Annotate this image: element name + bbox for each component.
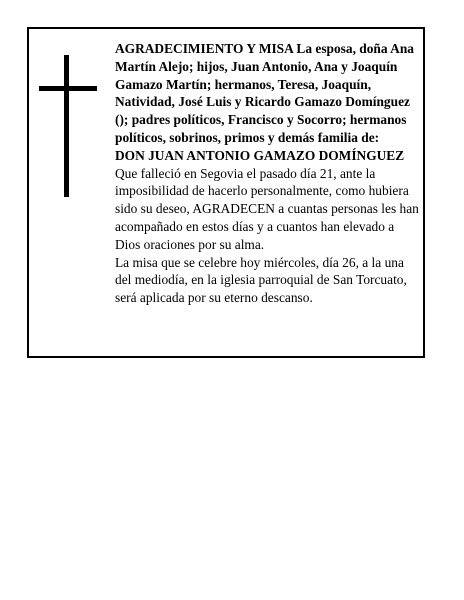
notice-text-block — [115, 40, 421, 307]
notice-body-paragraph: Que falleció en Segovia el pasado día 21, ante la imposibilidad de hacerlo personalmente, como hubiera sido su deseo, AGRADECEN a cuantas personas les han acompañado en estos días y a cuantos han elevado a Dios oraciones por su alma. — [115, 165, 419, 252]
cross-vertical-bar — [64, 55, 69, 197]
obituary-notice-frame — [27, 27, 425, 358]
cross-horizontal-bar — [39, 86, 97, 91]
deceased-name: DON JUAN ANTONIO GAMAZO DOMÍNGUEZ — [115, 147, 405, 163]
notice-header: AGRADECIMIENTO Y MISA La esposa, doña Ana Martín Alejo; hijos, Juan Antonio, Ana y Joaquín Gamazo Martín; hermanos, Teresa, Joaquín, Natividad, José Luis y Ricardo Gamazo Domínguez (); padres políticos, Francisco y Socorro; hermanos políticos, sobrinos, primos y demás familia de: — [115, 41, 414, 145]
mass-announcement-paragraph: La misa que se celebre hoy miércoles, día 26, a la una del mediodía, en la iglesia parroquial de San Torcuato, será aplicada por su eterno descanso. — [115, 254, 407, 306]
cross-icon — [39, 55, 97, 197]
